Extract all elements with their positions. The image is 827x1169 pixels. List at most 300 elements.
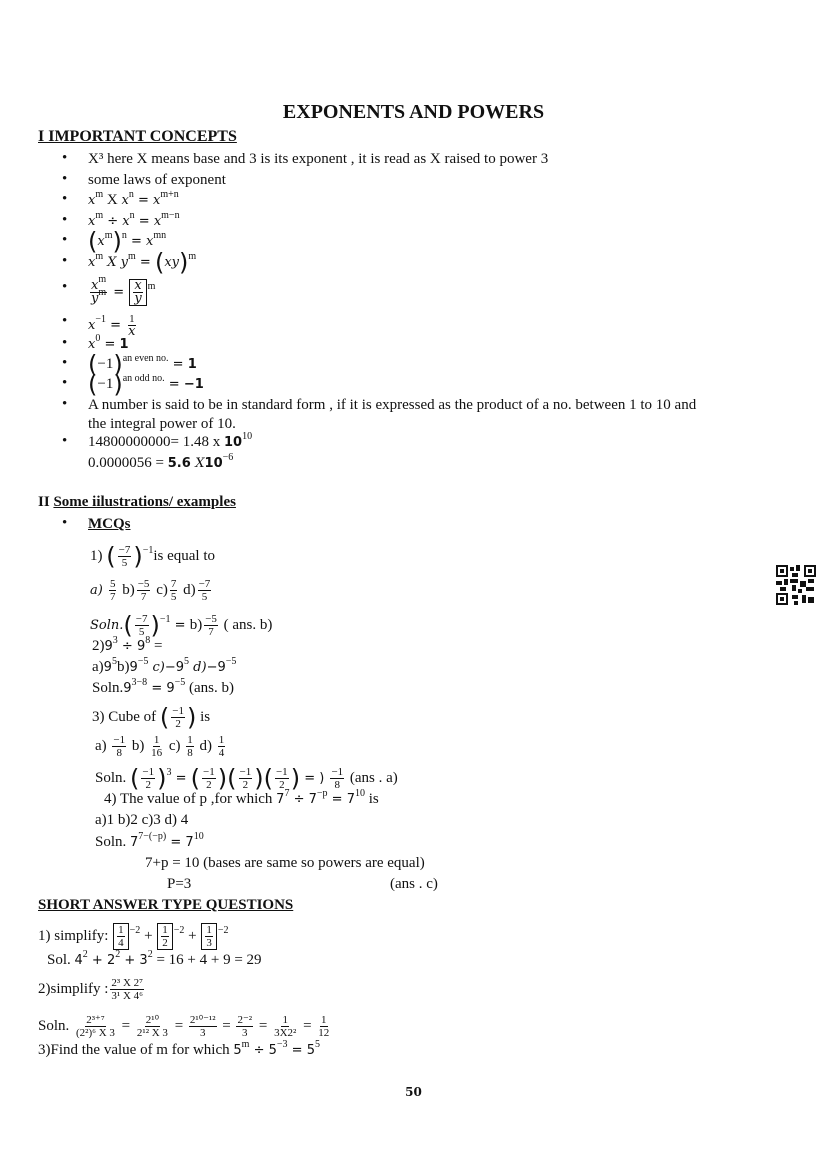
close-paren: ) xyxy=(254,764,264,793)
text-run: 3¹ X 4⁶ xyxy=(111,990,143,1002)
text-run: Sol. xyxy=(47,952,75,968)
text-run: Soln. xyxy=(38,1017,74,1034)
close-paren: ) xyxy=(113,370,123,399)
text-run: (ans . a) xyxy=(346,769,398,786)
text-run: −5 xyxy=(137,578,150,590)
text-run: 8 xyxy=(187,747,193,759)
base: y xyxy=(120,255,129,270)
bracketed-group xyxy=(112,924,141,949)
base: x xyxy=(128,324,136,339)
fraction xyxy=(239,766,253,791)
short-answer-line xyxy=(38,977,146,1002)
text-run: b) xyxy=(116,659,130,675)
exponent: −2 xyxy=(217,924,229,936)
base: 7 xyxy=(346,792,355,807)
text-run: = xyxy=(170,1017,187,1034)
text-run: d) xyxy=(195,737,216,754)
math-term xyxy=(103,656,117,675)
base: y xyxy=(134,291,142,306)
mcq-line xyxy=(90,544,215,569)
base: = xyxy=(133,193,153,208)
exponent: −1 xyxy=(159,613,171,625)
math-term xyxy=(328,791,347,807)
exponent: 10 xyxy=(242,431,253,442)
text-run: 2 xyxy=(206,779,212,791)
fraction xyxy=(204,613,218,638)
section-number: II xyxy=(38,494,54,510)
math-term xyxy=(165,376,184,392)
exponent: −5 xyxy=(137,656,149,667)
text-run: 1 xyxy=(321,1014,327,1026)
text-run: 16 xyxy=(151,747,163,759)
denominator xyxy=(110,990,144,1002)
math-term xyxy=(276,788,290,807)
base: = xyxy=(166,835,186,850)
exponent: −1 xyxy=(142,544,154,556)
math-term xyxy=(91,287,107,306)
text-run: 2 xyxy=(145,779,151,791)
text-run: (ans . c) xyxy=(390,876,438,892)
exponent: 7−(−p) xyxy=(138,831,167,842)
parenthesized-group xyxy=(88,227,127,256)
text-run: 2 xyxy=(279,779,285,791)
close-paren: ) xyxy=(112,227,122,256)
base: 1 xyxy=(119,337,129,352)
exponent: −2 xyxy=(129,924,141,936)
text-run: 2 xyxy=(242,779,249,791)
text-run: c) xyxy=(152,581,168,598)
bullet: • xyxy=(62,232,68,248)
text-run: 2 xyxy=(175,718,181,730)
mcq-line xyxy=(95,766,398,791)
text-run: + xyxy=(140,927,157,944)
numerator xyxy=(189,1014,217,1027)
fraction xyxy=(136,1014,169,1039)
text-run: = 16 + 4 + 9 = 29 xyxy=(152,952,262,968)
base: X xyxy=(103,255,121,270)
denominator xyxy=(117,937,125,949)
numerator xyxy=(85,1014,105,1027)
text-run: 1 xyxy=(187,734,193,746)
base: = xyxy=(109,284,129,300)
short-answer-line xyxy=(38,1014,332,1039)
text-run: 2³⁺⁷ xyxy=(86,1014,105,1026)
exponent: −p xyxy=(316,788,328,799)
base: d) xyxy=(189,660,207,675)
text-run: 7+p = 10 (bases are same so powers are equal) xyxy=(145,855,425,871)
text-run: a) xyxy=(95,737,111,754)
base: x xyxy=(152,193,161,208)
exponent: 5 xyxy=(314,1039,320,1050)
base: 1 xyxy=(187,357,197,372)
text-run: 5 xyxy=(109,578,116,590)
square-brackets xyxy=(129,279,146,306)
fraction xyxy=(141,766,155,791)
bullet: • xyxy=(62,433,68,449)
math-term xyxy=(171,770,190,786)
base: x xyxy=(153,214,162,229)
bullet: • xyxy=(62,396,68,412)
math-term xyxy=(139,949,153,968)
exponent: 0 xyxy=(95,333,101,344)
text-run: the integral power of 10. xyxy=(88,416,236,432)
base: = xyxy=(134,214,154,229)
text-run: 1 xyxy=(206,924,212,936)
math-term xyxy=(164,254,179,270)
math-term xyxy=(153,210,180,229)
math-term xyxy=(88,189,104,208)
base: x xyxy=(88,317,96,333)
base: 10 xyxy=(223,435,243,450)
base: = xyxy=(100,337,120,352)
text-run: 3) Cube of xyxy=(92,708,160,725)
exponent: 3 xyxy=(166,766,172,778)
denominator xyxy=(201,591,209,603)
base: x xyxy=(88,193,96,208)
parenthesized-group xyxy=(159,703,197,732)
text-run: −5 xyxy=(205,613,217,625)
text-run: 2³ X 2⁷ xyxy=(111,977,143,989)
base: 10 xyxy=(204,456,223,471)
math-term xyxy=(88,313,106,333)
open-paren: ( xyxy=(190,764,201,793)
list-item xyxy=(88,248,197,277)
exponent: m xyxy=(95,251,104,262)
exponent: −5 xyxy=(174,677,186,688)
section-heading-short-answer: SHORT ANSWER TYPE QUESTIONS xyxy=(38,897,294,913)
text-run: 3 xyxy=(199,1027,206,1039)
math-term xyxy=(118,638,137,654)
math-term xyxy=(134,192,153,208)
fraction xyxy=(236,1014,253,1039)
numerator xyxy=(198,578,212,591)
fraction xyxy=(110,977,144,1002)
bullet: • xyxy=(62,335,68,351)
base: ÷ xyxy=(117,639,137,654)
base: 5 xyxy=(268,1043,277,1058)
text-run: b) xyxy=(128,737,149,754)
text-run: 1 xyxy=(129,313,135,325)
text-run: 1) xyxy=(90,547,107,564)
base: = xyxy=(170,617,190,633)
section-heading-concepts: I IMPORTANT CONCEPTS xyxy=(38,128,237,145)
math-term xyxy=(74,949,88,968)
exponent: m xyxy=(188,251,197,262)
denominator xyxy=(140,591,148,603)
math-term xyxy=(289,791,308,807)
numerator xyxy=(186,734,194,747)
text-run: 2 xyxy=(162,937,168,949)
numerator xyxy=(281,1014,289,1027)
fraction xyxy=(150,734,163,759)
text-run: 0.0000056 = xyxy=(88,455,168,471)
text-run: 7 xyxy=(109,591,116,603)
math-term xyxy=(288,1042,307,1058)
text-run: 5 xyxy=(201,591,208,603)
text-run: Soln. xyxy=(95,769,131,786)
numerator xyxy=(135,613,149,626)
numerator xyxy=(171,705,185,718)
text-run: 2¹⁰⁻¹² xyxy=(189,1014,216,1026)
text-run: 2⁻² xyxy=(237,1014,253,1026)
square-brackets xyxy=(201,923,217,950)
text-run: c) xyxy=(165,737,185,754)
bullet: • xyxy=(62,313,68,329)
text-run: 3 xyxy=(206,937,212,949)
math-term xyxy=(166,834,185,850)
text-run: 14800000000= 1.48 x xyxy=(88,434,224,450)
base: 7 xyxy=(276,792,285,807)
denominator xyxy=(273,1027,297,1039)
numerator xyxy=(320,1014,328,1027)
math-term xyxy=(106,949,121,968)
fraction xyxy=(118,544,132,569)
base: ÷ xyxy=(289,792,309,807)
exponent: n xyxy=(128,189,134,200)
mcq-line xyxy=(145,854,425,872)
math-term xyxy=(106,317,125,333)
open-paren: ( xyxy=(159,703,170,732)
bullet: • xyxy=(62,150,68,166)
text-run: −1 xyxy=(203,766,215,778)
base: y xyxy=(91,291,99,306)
mcq-line xyxy=(92,637,162,656)
fraction xyxy=(186,734,194,759)
text-run: 8 xyxy=(334,779,341,791)
math-term xyxy=(166,677,186,696)
mcq-line xyxy=(92,679,234,698)
exponent: m xyxy=(104,230,113,241)
math-term xyxy=(129,656,149,675)
base: 4 xyxy=(74,953,83,968)
base: c) xyxy=(148,660,165,675)
text-run: = xyxy=(117,1017,134,1034)
numerator xyxy=(330,766,344,779)
base: x xyxy=(88,337,96,352)
fraction xyxy=(170,578,178,603)
fraction xyxy=(218,734,226,759)
close-paren: ) xyxy=(113,350,123,379)
exponent: m xyxy=(128,251,136,262)
text-run: some laws of exponent xyxy=(88,172,226,188)
text-run: is xyxy=(365,791,379,807)
denominator xyxy=(75,1027,116,1039)
text-run: 1 xyxy=(282,1014,288,1026)
base: X xyxy=(195,456,205,471)
text-run: ( ans. b) xyxy=(219,616,273,633)
math-term xyxy=(109,284,128,300)
math-term xyxy=(122,210,135,229)
text-run: = xyxy=(299,1017,316,1034)
math-term xyxy=(147,680,166,696)
bullet: • xyxy=(62,191,68,207)
exponent: 2 xyxy=(147,949,153,960)
text-run: X³ here X means base and 3 is its exponent , it is read as X raised to power 3 xyxy=(88,151,549,167)
open-paren: ( xyxy=(123,611,133,640)
exponent: −5 xyxy=(225,656,237,667)
base: xy xyxy=(164,255,180,270)
math-term xyxy=(134,293,141,305)
section-heading-examples xyxy=(38,493,236,511)
exponent: −1 xyxy=(95,313,106,325)
base: 3 xyxy=(139,953,148,968)
math-term xyxy=(164,656,190,675)
numerator xyxy=(145,1014,160,1027)
text-run: −1 xyxy=(331,766,344,778)
base: 9 xyxy=(104,639,113,654)
mcq-line xyxy=(90,578,213,603)
math-term xyxy=(146,230,167,249)
math-term xyxy=(120,952,139,968)
qr-code-icon xyxy=(776,565,816,605)
text-run: −1 xyxy=(97,376,114,392)
exponent: 2 xyxy=(82,949,88,960)
exponent: m xyxy=(147,280,156,292)
open-paren: ( xyxy=(88,227,98,256)
text-run: is xyxy=(196,708,211,725)
bullet: • xyxy=(62,212,68,228)
close-paren: ) xyxy=(133,542,143,571)
base: −9 xyxy=(164,660,185,675)
base: a) xyxy=(90,582,107,598)
numerator xyxy=(109,578,117,591)
open-paren: ( xyxy=(263,764,273,793)
denominator xyxy=(121,557,129,569)
exponent: m xyxy=(241,1039,250,1050)
exponent: an even no. xyxy=(122,353,169,364)
exponent: 5 xyxy=(184,656,190,667)
math-term xyxy=(148,659,165,675)
fraction xyxy=(330,766,344,791)
bullet: • xyxy=(62,253,68,269)
text-run: a)1 b)2 c)3 d) 4 xyxy=(95,812,189,828)
math-term xyxy=(185,831,204,850)
denominator xyxy=(116,747,124,759)
mcq-line xyxy=(92,705,210,730)
text-run: P=3 xyxy=(167,876,192,892)
denominator xyxy=(133,293,142,305)
short-answer-line xyxy=(47,951,262,970)
base: 5 xyxy=(306,1043,315,1058)
exponent: m+n xyxy=(160,189,179,200)
numerator xyxy=(117,924,125,937)
text-run: b) xyxy=(118,581,135,598)
math-term xyxy=(135,213,154,229)
exponent: m xyxy=(95,189,104,200)
math-term xyxy=(103,254,121,270)
mcq-line xyxy=(92,658,236,677)
base: −9 xyxy=(206,660,226,675)
mcq-line xyxy=(167,875,191,893)
exponent: −2 xyxy=(173,924,185,936)
mcq-line xyxy=(95,734,227,759)
math-term xyxy=(249,1042,268,1058)
text-run: 1) simplify: xyxy=(38,927,113,944)
text-run: = xyxy=(218,1017,235,1034)
close-paren: ) xyxy=(290,764,301,793)
numerator xyxy=(153,734,161,747)
base: 2 xyxy=(106,953,116,968)
exponent: mn xyxy=(153,230,167,241)
math-term xyxy=(121,189,134,208)
list-item xyxy=(88,370,204,399)
text-run: −1 xyxy=(275,766,288,778)
numerator xyxy=(141,766,155,779)
base: = xyxy=(164,377,184,392)
base: 7 xyxy=(185,835,194,850)
base: −1 xyxy=(183,377,204,392)
bullet: • xyxy=(62,171,68,187)
text-run: X xyxy=(103,192,122,208)
fraction xyxy=(202,766,216,791)
exponent: m−n xyxy=(161,210,180,221)
base: = xyxy=(168,357,188,372)
text-run: −1 xyxy=(97,356,114,372)
fraction xyxy=(117,924,125,949)
text-run: Soln. xyxy=(95,834,131,850)
math-term xyxy=(189,659,207,675)
parenthesized-group xyxy=(190,764,228,793)
base: 9 xyxy=(136,639,146,654)
base: = xyxy=(135,255,155,270)
base: = xyxy=(126,234,147,249)
open-paren: ( xyxy=(106,542,116,571)
open-paren: ( xyxy=(154,248,165,277)
math-term xyxy=(88,952,107,968)
fraction xyxy=(112,734,126,759)
base: 9 xyxy=(123,681,132,696)
list-item-continuation xyxy=(88,415,236,433)
list-item xyxy=(88,150,548,168)
bullet: • xyxy=(62,355,68,371)
base: x xyxy=(97,234,105,249)
bracketed-group xyxy=(156,924,185,949)
base: x xyxy=(88,255,96,270)
text-run: (ans. b) xyxy=(185,680,235,696)
list-item xyxy=(88,212,180,231)
numerator xyxy=(205,924,213,937)
numerator xyxy=(112,734,126,747)
fraction xyxy=(273,1014,297,1039)
numerator xyxy=(137,578,151,591)
short-answer-line xyxy=(38,923,229,950)
text-run: 5 xyxy=(138,626,145,638)
base: 9 xyxy=(129,660,138,675)
exponent: −6 xyxy=(222,452,234,463)
math-term xyxy=(152,189,179,208)
exponent: 8 xyxy=(145,635,151,646)
square-brackets xyxy=(113,923,129,950)
denominator xyxy=(241,1027,249,1039)
text-run: d) xyxy=(179,581,196,598)
base: ÷ xyxy=(103,214,123,229)
section-title: Some iilustrations/ examples xyxy=(53,494,236,510)
exponent: 10 xyxy=(355,788,365,799)
text-run: 1 xyxy=(153,734,160,746)
numerator xyxy=(118,544,132,557)
base: = xyxy=(171,770,191,786)
math-term xyxy=(128,326,135,338)
text-run: −1 xyxy=(142,766,155,778)
close-paren: ) xyxy=(187,703,197,732)
denominator xyxy=(218,747,226,759)
math-term xyxy=(184,376,204,392)
numerator xyxy=(204,613,218,626)
fraction xyxy=(137,578,151,603)
exponent: m xyxy=(98,274,107,285)
text-run: −7 xyxy=(118,544,131,556)
text-run: = xyxy=(150,638,163,654)
